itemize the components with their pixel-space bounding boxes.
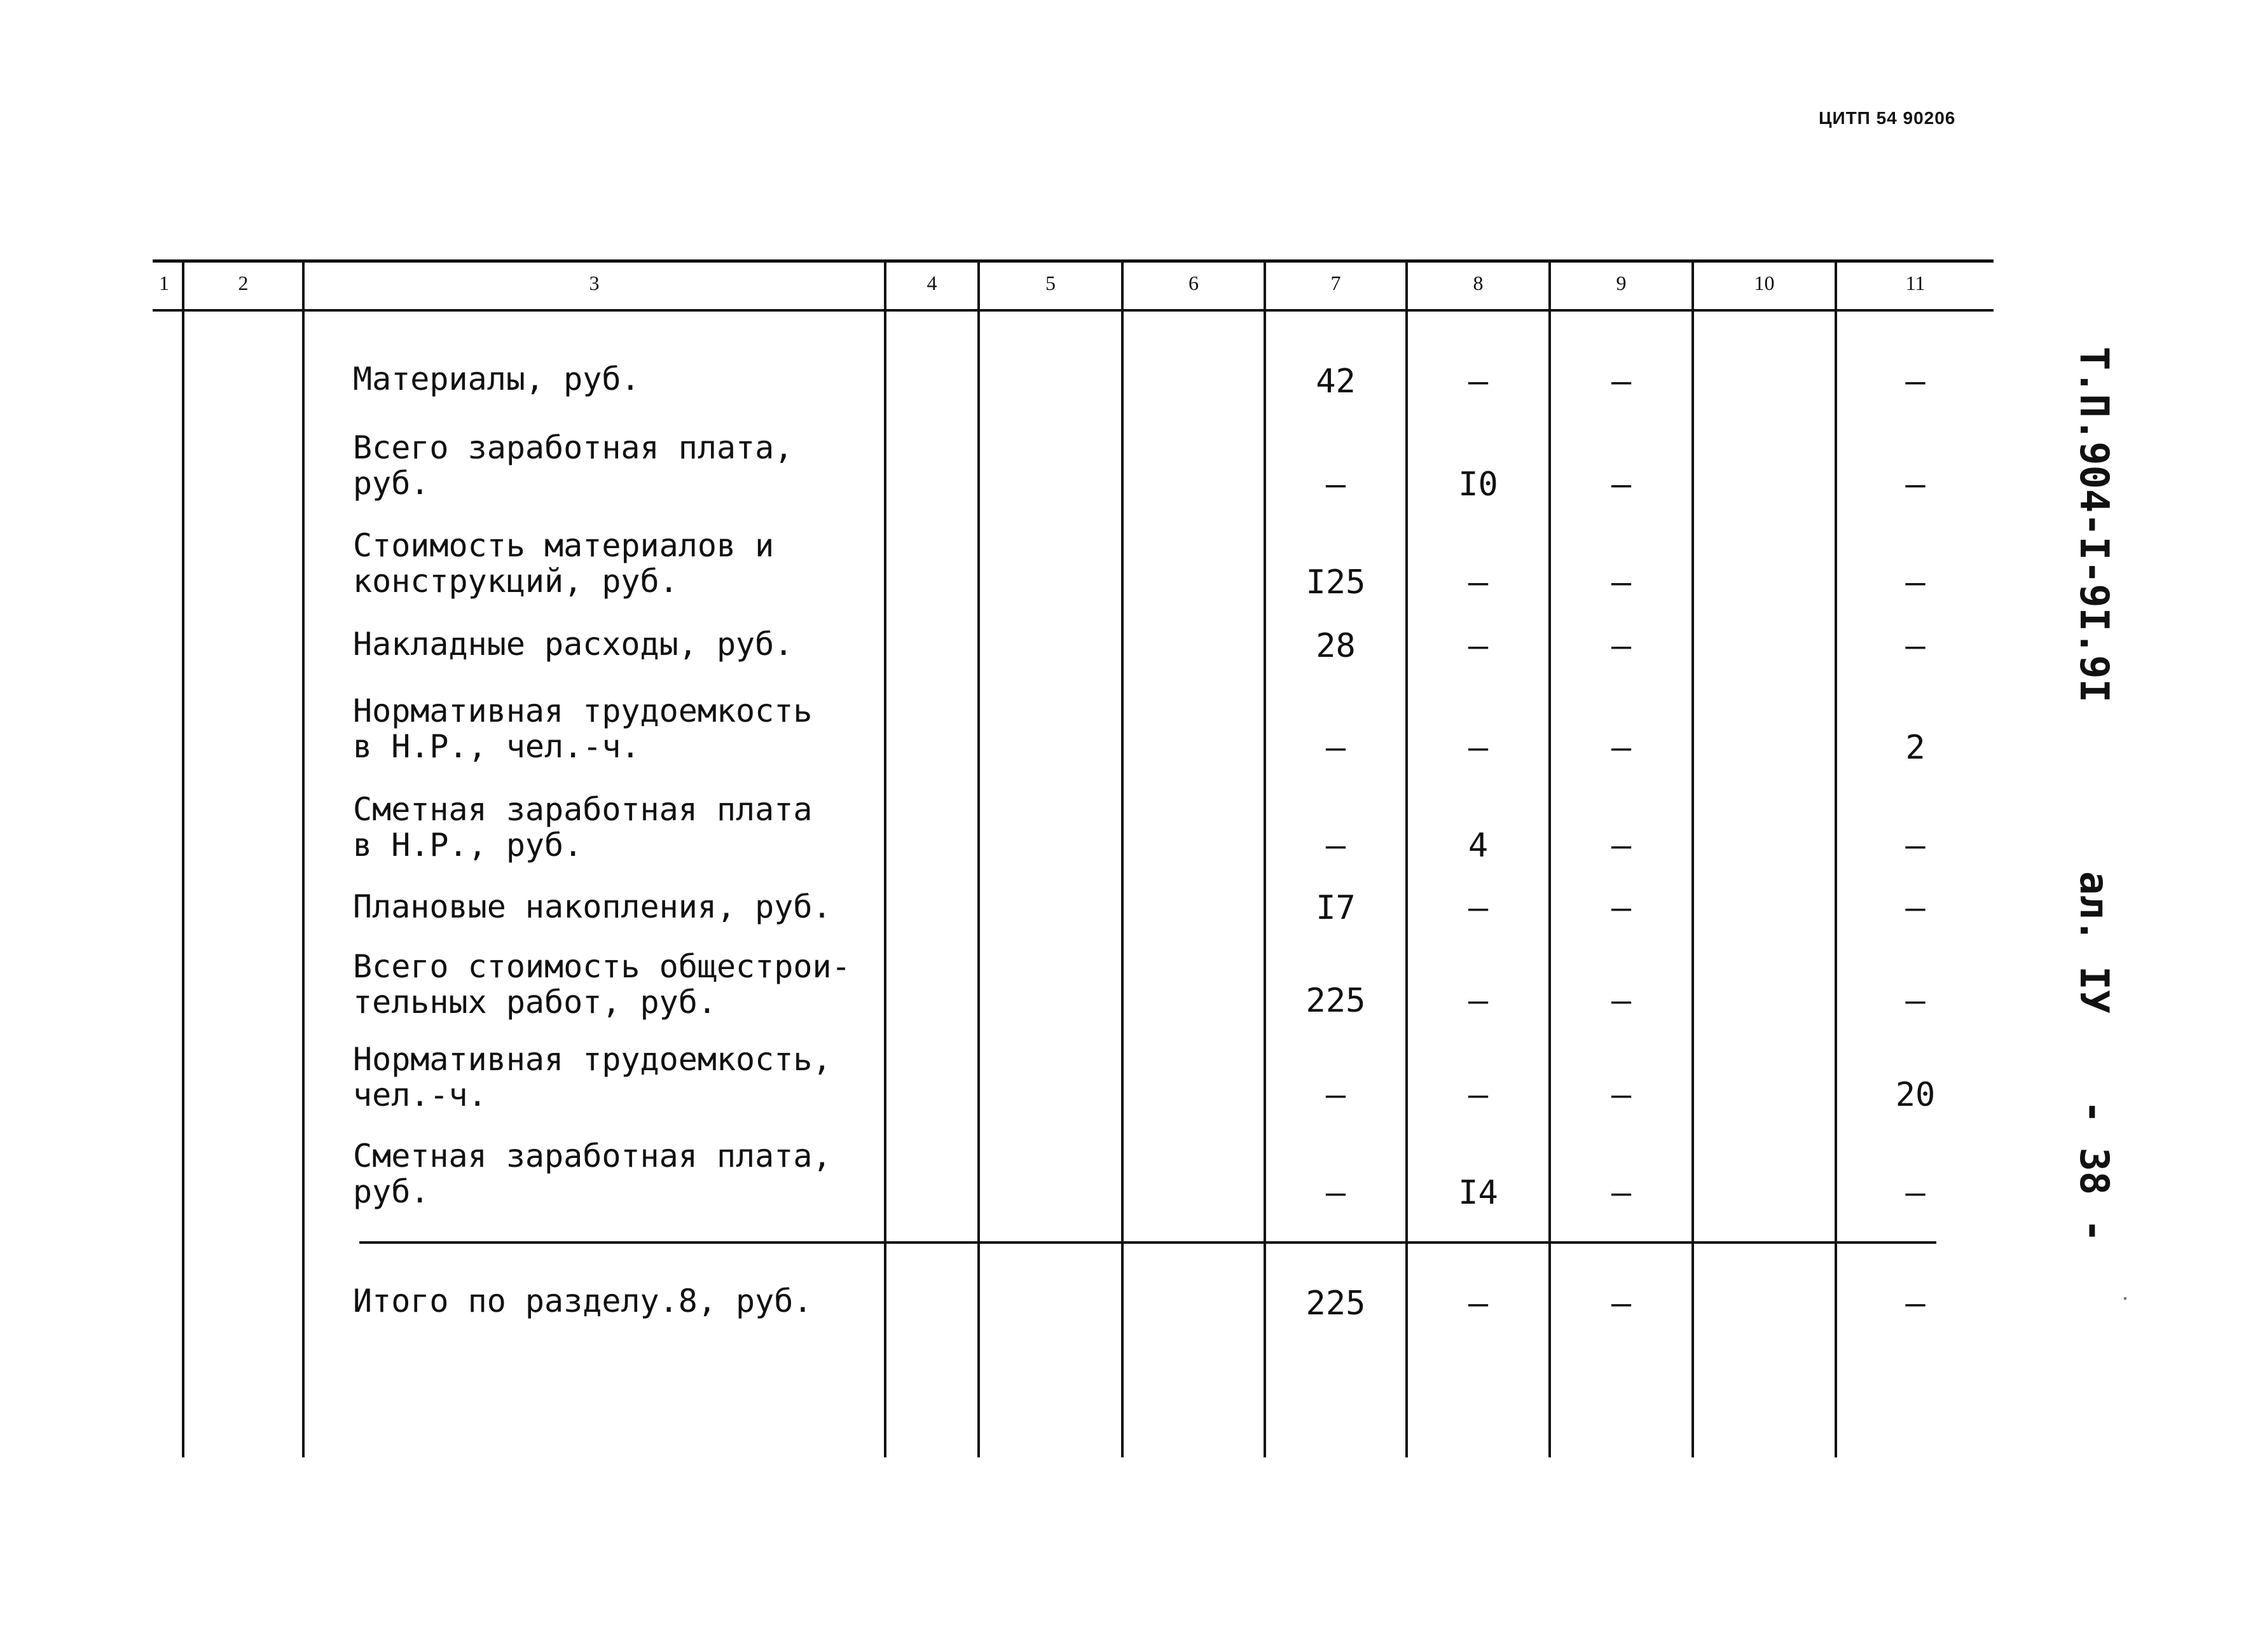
cell-col8: I4: [1458, 1174, 1498, 1212]
row-label: Стоимость материалов и конструкций, руб.: [353, 527, 775, 600]
cell-col7: 28: [1316, 627, 1356, 665]
cell-col11: –: [1905, 889, 1926, 927]
cell-col11: –: [1905, 627, 1926, 665]
cell-col9: –: [1611, 982, 1632, 1020]
cell-col7: –: [1325, 465, 1346, 504]
total-col9: –: [1611, 1284, 1632, 1323]
cell-col9: –: [1611, 465, 1632, 504]
row-label: Нормативная трудоемкость, чел.-ч.: [353, 1041, 832, 1113]
column-divider-4: [977, 262, 980, 1457]
cell-col7: I7: [1316, 889, 1356, 927]
cell-col9: –: [1611, 563, 1632, 602]
row-label: Накладные расходы, руб.: [353, 626, 794, 663]
document-stamp: ЦИТП 54 90206: [1819, 108, 1956, 128]
column-header-1: 1: [159, 272, 169, 294]
cell-col9: –: [1611, 729, 1632, 767]
cell-col8: –: [1468, 362, 1489, 401]
cell-col11: –: [1905, 563, 1926, 602]
cell-col7: 42: [1316, 362, 1356, 401]
total-col11: –: [1905, 1284, 1926, 1323]
cell-col11: –: [1905, 465, 1926, 504]
total-label: Итого по разделу.8, руб.: [353, 1283, 813, 1319]
column-header-11: 11: [1905, 272, 1926, 294]
cell-col8: –: [1468, 1076, 1489, 1114]
cell-col9: –: [1611, 827, 1632, 865]
column-divider-3: [884, 262, 886, 1457]
cell-col8: –: [1468, 627, 1489, 665]
row-label: Нормативная трудоемкость в Н.Р., чел.-ч.: [353, 692, 813, 765]
column-divider-9: [1691, 262, 1694, 1457]
cell-col7: –: [1325, 827, 1346, 865]
column-header-6: 6: [1189, 272, 1199, 294]
cell-col11: –: [1905, 982, 1926, 1020]
cell-col9: –: [1611, 627, 1632, 665]
cell-col8: –: [1468, 982, 1489, 1020]
cell-col8: –: [1468, 563, 1489, 602]
row-label: Всего стоимость общестрои- тельных работ, руб.: [353, 948, 851, 1021]
cell-col9: –: [1611, 1174, 1632, 1212]
cell-col9: –: [1611, 362, 1632, 401]
total-col8: –: [1468, 1284, 1489, 1323]
column-header-10: 10: [1754, 272, 1775, 294]
cell-col11: –: [1905, 362, 1926, 401]
column-header-4: 4: [927, 272, 937, 294]
total-separator-rule: [359, 1241, 1936, 1244]
cell-col7: –: [1325, 1174, 1346, 1212]
cell-col11: –: [1905, 1174, 1926, 1212]
cell-col8: –: [1468, 729, 1489, 767]
header-bottom-rule: [153, 309, 1994, 312]
scan-speck: [2124, 1297, 2126, 1300]
column-header-3: 3: [589, 272, 600, 294]
row-label: Сметная заработная плата, руб.: [353, 1138, 832, 1210]
cell-col9: –: [1611, 1076, 1632, 1114]
cell-col7: I25: [1306, 563, 1366, 602]
cell-col11: 2: [1905, 729, 1926, 767]
column-header-7: 7: [1330, 272, 1341, 294]
page-number: - 38 -: [2071, 1100, 2118, 1242]
cell-col7: 225: [1306, 982, 1366, 1020]
cell-col11: –: [1905, 827, 1926, 865]
column-divider-2: [302, 262, 305, 1457]
row-label: Всего заработная плата, руб.: [353, 429, 794, 502]
row-label: Материалы, руб.: [353, 361, 640, 397]
column-divider-5: [1121, 262, 1124, 1457]
row-label: Плановые накопления, руб.: [353, 888, 832, 925]
document-code: Т.П.904-I-9I.9I: [2071, 347, 2118, 703]
table-top-rule: [153, 259, 1994, 263]
cell-col8: I0: [1458, 465, 1498, 504]
cell-col8: –: [1468, 889, 1489, 927]
column-header-8: 8: [1473, 272, 1484, 294]
column-header-9: 9: [1616, 272, 1627, 294]
total-col7: 225: [1306, 1284, 1366, 1323]
column-header-5: 5: [1045, 272, 1056, 294]
cell-col9: –: [1611, 889, 1632, 927]
column-divider-1: [182, 262, 184, 1457]
cell-col11: 20: [1895, 1076, 1936, 1114]
cell-col7: –: [1325, 729, 1346, 767]
row-label: Сметная заработная плата в Н.Р., руб.: [353, 791, 813, 864]
cell-col7: –: [1325, 1076, 1346, 1114]
column-header-2: 2: [238, 272, 249, 294]
album-label: ал. IУ: [2071, 871, 2118, 1014]
cell-col8: 4: [1468, 827, 1489, 865]
